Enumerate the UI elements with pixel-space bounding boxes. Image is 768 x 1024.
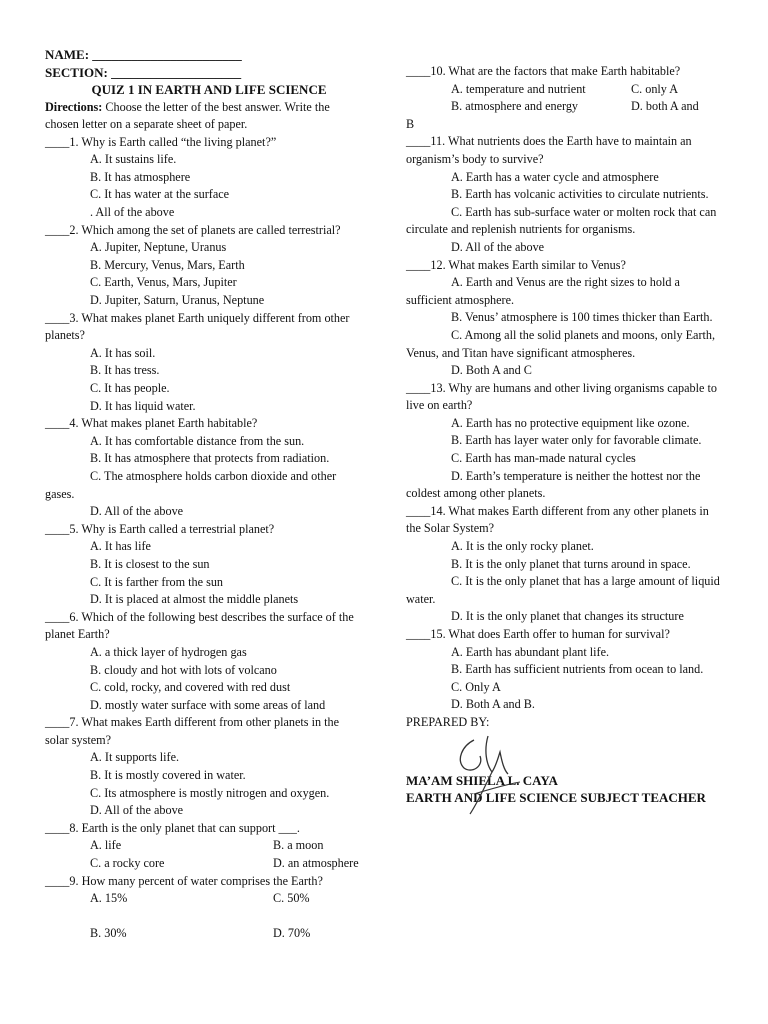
option-row [45,855,363,873]
option-c: C. a rocky core [90,856,165,871]
directions [45,99,363,134]
option-c: C. Its atmosphere is mostly nitrogen and oxygen. [90,785,330,800]
option-a: A. 15% [90,891,128,906]
option-b: B. atmosphere and energy [451,99,579,114]
option-c: C. Earth has man-made natural cycles [451,451,636,466]
option-d: D. Jupiter, Saturn, Uranus, Neptune [90,293,265,308]
option-d: D. It is placed at almost the middle planets [90,592,299,607]
option-d: D. 70% [273,926,311,941]
question-stem: ____11. What nutrients does the Earth have to maintain an organism’s body to survive? [406,134,692,166]
question-stem: ____13. Why are humans and other living organisms capable to live on earth? [406,380,717,413]
option-d-continued: B [406,116,415,131]
option-b: B. a moon [273,838,324,853]
option-b: B. Earth has volcanic activities to circulate nutrients. [451,187,709,202]
option-c: C. It has water at the surface [90,187,230,202]
option-d: D. both A and [631,99,699,114]
question-stem: ____2. Which among the set of planets are called terrestrial? [45,222,341,237]
question-stem: ____6. Which of the following best describes the surface of the planet Earth? [45,609,354,642]
option-b: B. It has tress. [90,363,160,378]
question-stem: ____8. Earth is the only planet that can support ___. [45,820,300,835]
question-3 [45,310,363,416]
option-row [45,890,363,908]
question-stem: ____9. How many percent of water comprises the Earth? [45,873,323,888]
option-a: A. It has comfortable distance from the sun. [90,433,305,448]
question-stem: ____7. What makes Earth different from other planets in the solar system? [45,715,339,747]
option-d: . All of the above [90,205,175,220]
option-c: C. The atmosphere holds carbon dioxide and other gases. [45,468,337,501]
option-c: C. It has people. [90,381,170,395]
question-stem: ____15. What does Earth offer to human for survival? [406,627,670,641]
question-14 [406,503,722,626]
option-a: A. Jupiter, Neptune, Uranus [90,240,227,255]
option-c: C. Earth has sub-surface water or molten rock that can circulate and replenish nutrients for organisms. [406,204,717,237]
option-d: D. Both A and C [451,363,532,378]
option-b: B. cloudy and hot with lots of volcano [90,662,277,677]
option-a: A. Earth has no protective equipment like ozone. [451,415,690,430]
question-stem: ____4. What makes planet Earth habitable? [45,416,258,431]
left-column [45,46,363,943]
option-c: C. cold, rocky, and covered with red dust [90,680,291,695]
option-b: B. It is closest to the sun [90,556,210,571]
option-d: D. All of the above [451,239,545,254]
option-a: A. Earth and Venus are the right sizes to hold a sufficient atmosphere. [406,275,680,307]
option-d: D. mostly water surface with some areas of land [90,697,326,712]
option-d: D. All of the above [90,504,184,519]
option-a: A. Earth has abundant plant life. [451,644,610,659]
question-stem: ____10. What are the factors that make Earth habitable? [406,64,681,78]
option-a: A. a thick layer of hydrogen gas [90,644,247,659]
option-c: C. 50% [273,891,310,906]
directions-label: Directions: [45,99,103,114]
option-b: B. 30% [90,926,127,941]
question-9 [45,873,363,943]
section-field: SECTION: ____________________ [45,64,242,80]
question-stem: ____1. Why is Earth called “the living planet?” [45,134,277,149]
option-a: A. It has life [90,539,151,554]
option-d: D. It has liquid water. [90,398,196,413]
option-c: C. Only A [451,679,501,694]
quiz-title: QUIZ 1 IN EARTH AND LIFE SCIENCE [91,82,327,97]
option-b: B. It is mostly covered in water. [90,768,246,783]
question-stem: ____3. What makes planet Earth uniquely different from other planets? [45,310,350,343]
option-row [45,837,363,855]
question-stem: ____12. What makes Earth similar to Venus? [406,257,626,272]
option-c: C. It is the only planet that has a large amount of liquid water. [406,574,720,606]
option-c: C. It is farther from the sun [90,574,224,589]
option-c: C. Earth, Venus, Mars, Jupiter [90,275,237,290]
option-row [406,98,722,116]
question-7 [45,714,363,820]
option-b: B. It has atmosphere that protects from radiation. [90,451,330,466]
option-b: B. Mercury, Venus, Mars, Earth [90,257,245,272]
option-a: A. It is the only rocky planet. [451,539,594,554]
option-d: D. All of the above [90,803,184,818]
option-c: C. only A [631,81,679,96]
question-11 [406,133,722,256]
teacher-name: MA’AM SHIELA L. CAYA [406,772,558,788]
option-a: A. It has soil. [90,345,156,360]
spacer [45,908,363,926]
option-d: D. an atmosphere [273,856,359,871]
prepared-by-label: PREPARED BY: [406,714,490,729]
question-4 [45,415,363,521]
option-d: D. Earth’s temperature is neither the hottest nor the coldest among other planets. [406,468,701,501]
signature-area [406,732,722,772]
teacher-role: EARTH AND LIFE SCIENCE SUBJECT TEACHER [406,790,706,806]
option-b: B. Earth has layer water only for favorable climate. [451,433,702,448]
question-stem: ____14. What makes Earth different from any other planets in the Solar System? [406,503,709,536]
option-b: B. It has atmosphere [90,169,191,184]
right-column [406,63,722,807]
signature-icon [444,728,534,820]
name-field: NAME: _______________________ [45,47,242,62]
option-row [45,925,363,943]
option-a: A. temperature and nutrient [451,81,586,96]
question-stem: ____5. Why is Earth called a terrestrial planet? [45,521,275,536]
question-6 [45,609,363,715]
option-a: A. Earth has a water cycle and atmosphere [451,169,659,184]
question-10 [406,63,722,133]
option-d: D. Both A and B. [451,697,535,712]
question-1 [45,134,363,222]
option-row [406,81,722,99]
option-c: C. Among all the solid planets and moons, only Earth, Venus, and Titan have significant atmospheres. [406,327,716,360]
question-12 [406,257,722,380]
option-b: B. Earth has sufficient nutrients from ocean to land. [451,662,704,677]
question-8 [45,820,363,873]
question-5 [45,521,363,609]
option-d: D. It is the only planet that changes its structure [451,609,684,624]
option-b: B. Venus’ atmosphere is 100 times thicker than Earth. [451,310,713,325]
question-2 [45,222,363,310]
option-b: B. It is the only planet that turns around in space. [451,556,691,571]
directions-text: Choose the letter of the best answer. Write the chosen letter on a separate sheet of paper. [45,99,330,132]
question-15 [406,626,722,714]
question-13 [406,380,722,503]
option-a: A. It supports life. [90,750,180,765]
option-a: A. life [90,838,122,853]
option-a: A. It sustains life. [90,152,177,167]
